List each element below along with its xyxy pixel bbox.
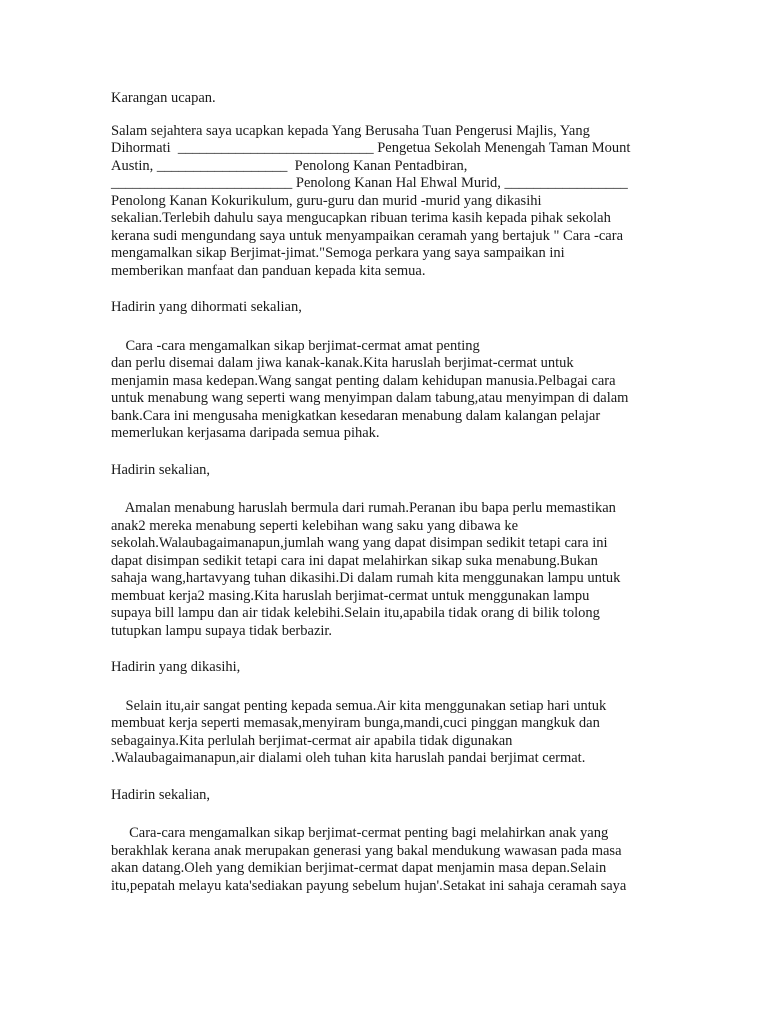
text-line: kerana sudi mengundang saya untuk menyampaikan ceramah yang bertajuk " Cara -cara — [111, 227, 624, 244]
text-line: membuat kerja seperti memasak,menyiram bunga,mandi,cuci pinggan mangkuk dan — [111, 715, 600, 731]
text-line: .Walaubagaimanapun,air dialami oleh tuhan kita haruslah pandai berjimat cermat. — [111, 750, 586, 766]
text-line: Hadirin sekalian, — [111, 461, 211, 478]
text-line: Hadirin yang dikasihi, — [111, 659, 241, 675]
text-line: Austin, __________________ Penolong Kanan Pentadbiran, — [111, 157, 468, 174]
document-title: Karangan ucapan. — [111, 90, 216, 106]
text-line: berakhlak kerana anak merupakan generasi yang bakal mendukung wawasan pada masa — [111, 842, 622, 859]
document-body — [111, 123, 656, 896]
text-line: Hadirin yang dihormati sekalian, — [111, 299, 302, 315]
salutation — [111, 299, 656, 317]
text-line: Amalan menabung haruslah bermula dari rumah.Peranan ibu bapa perlu memastikan — [111, 500, 616, 516]
salutation — [111, 462, 656, 480]
text-line: sebagainya.Kita perlulah berjimat-cermat air apabila tidak digunakan — [111, 732, 513, 749]
text-line: dan perlu disemai dalam jiwa kanak-kanak.Kita haruslah berjimat-cermat untuk — [111, 355, 574, 371]
text-line: dapat disimpan sedikit tetapi cara ini dapat melahirkan sikap suka menabung.Bukan — [111, 552, 598, 569]
text-line: Salam sejahtera saya ucapkan kepada Yang Berusaha Tuan Pengerusi Majlis, Yang — [111, 122, 590, 139]
text-line: membuat kerja2 masing.Kita haruslah berjimat-cermat untuk menggunakan lampu — [111, 587, 590, 604]
text-line: memberikan manfaat dan panduan kepada kita semua. — [111, 262, 426, 279]
text-line: supaya bill lampu dan air tidak kelebihi.Selain itu,apabila tidak orang di bilik tolong — [111, 605, 600, 621]
text-line: _________________________ Penolong Kanan Hal Ehwal Murid, _________________ — [111, 175, 628, 191]
document-page — [111, 90, 656, 914]
speech-paragraph — [111, 698, 656, 768]
text-line: menjamin masa kedepan.Wang sangat penting dalam kehidupan manusia.Pelbagai cara — [111, 372, 616, 389]
text-line: Cara -cara mengamalkan sikap berjimat-cermat amat penting — [111, 337, 480, 354]
text-line: Penolong Kanan Kokurikulum, guru-guru dan murid -murid yang dikasihi — [111, 192, 542, 209]
text-line: untuk menabung wang seperti wang menyimpan dalam tabung,atau menyimpan di dalam — [111, 390, 629, 406]
text-line: Cara-cara mengamalkan sikap berjimat-cermat penting bagi melahirkan anak yang — [111, 825, 609, 841]
text-line: memerlukan kerjasama daripada semua pihak. — [111, 425, 380, 441]
salutation — [111, 787, 656, 805]
salutation — [111, 659, 656, 677]
text-line: Hadirin sekalian, — [111, 786, 211, 803]
speech-paragraph — [111, 500, 656, 640]
speech-paragraph — [111, 123, 656, 281]
text-line: tutupkan lampu supaya tidak berbazir. — [111, 622, 333, 639]
text-line: itu,pepatah melayu kata'sediakan payung sebelum hujan'.Setakat ini sahaja ceramah saya — [111, 877, 627, 894]
text-line: bank.Cara ini mengusaha menigkatkan kesedaran menabung dalam kalangan pelajar — [111, 407, 601, 424]
text-line: akan datang.Oleh yang demikian berjimat-cermat dapat menjamin masa depan.Selain — [111, 860, 607, 876]
text-line: sekalian.Terlebih dahulu saya mengucapkan ribuan terima kasih kepada pihak sekolah — [111, 210, 611, 226]
text-line: Dihormati ___________________________ Pengetua Sekolah Menengah Taman Mount — [111, 140, 631, 156]
text-line: sekolah.Walaubagaimanapun,jumlah wang yang dapat disimpan sedikit tetapi cara ini — [111, 535, 608, 551]
text-line: sahaja wang,hartavyang tuhan dikasihi.Di dalam rumah kita menggunakan lampu untuk — [111, 570, 621, 586]
text-line: Selain itu,air sangat penting kepada semua.Air kita menggunakan setiap hari untuk — [111, 697, 607, 714]
text-line: anak2 mereka menabung seperti kelebihan wang saku yang dibawa ke — [111, 517, 519, 534]
speech-paragraph — [111, 338, 656, 443]
text-line: mengamalkan sikap Berjimat-jimat."Semoga perkara yang saya sampaikan ini — [111, 245, 565, 261]
speech-paragraph — [111, 825, 656, 895]
